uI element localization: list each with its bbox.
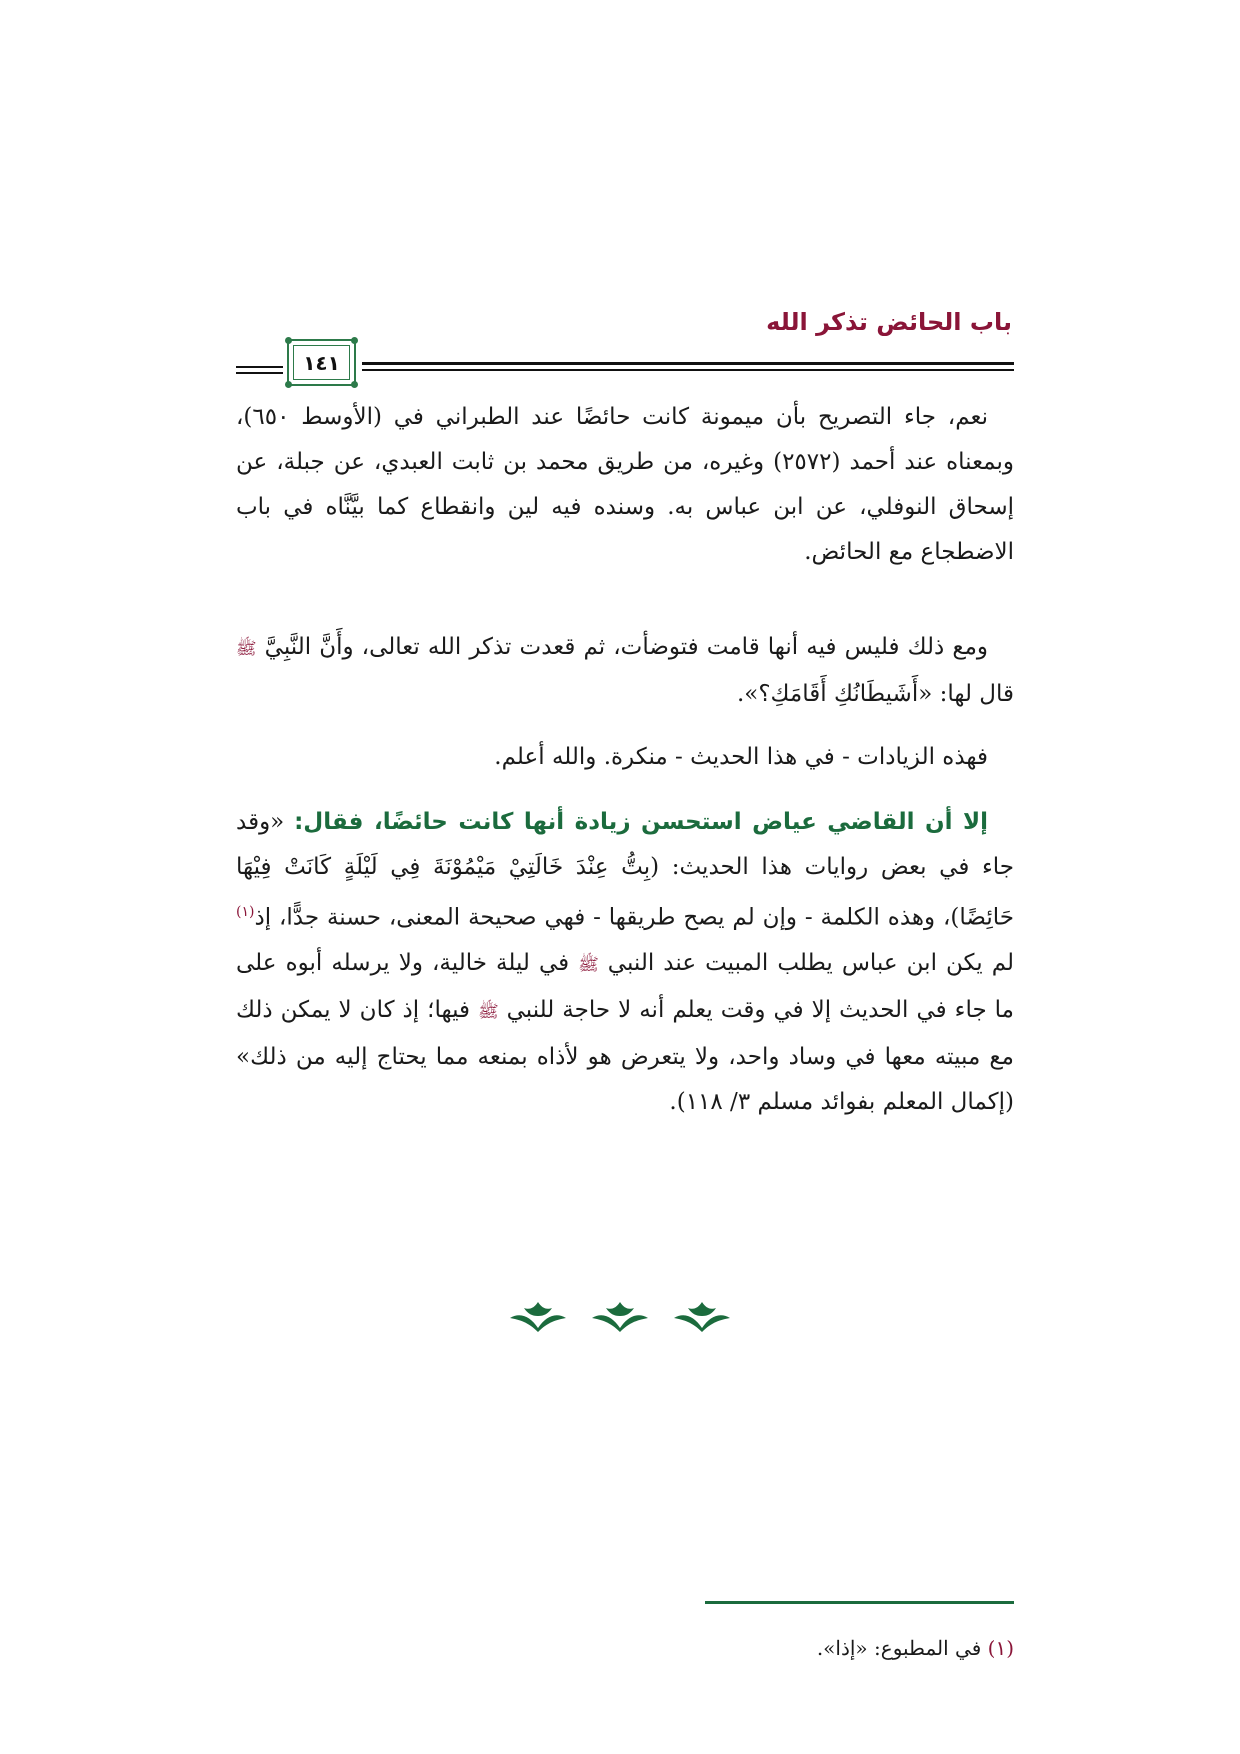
page-number-frame	[287, 339, 356, 386]
paragraph-1: نعم، جاء التصريح بأن ميمونة كانت حائضًا عند الطبراني في (الأوسط ٦٥٠)، وبمعناه عند أحمد (٢٥٧٢) وغيره، من طريق محمد بن ثابت العبدي، عن جبلة، عن إسحاق النوفلي، عن ابن عباس به. وسنده فيه لين وانقطاع كما بيَّنَّاه في باب الاضطجاع مع الحائض.	[236, 404, 1014, 565]
footnote-number: (١)	[987, 1636, 1014, 1660]
footnote-separator	[705, 1601, 1014, 1604]
floral-divider	[508, 1296, 732, 1336]
footnote	[414, 1636, 1014, 1660]
floral-divider-icon	[672, 1298, 732, 1334]
footnote-text: في المطبوع: «إذا».	[816, 1636, 982, 1660]
footnote-ref[interactable]: (١)	[236, 904, 255, 920]
header-rule-left	[236, 366, 283, 374]
running-header-title: باب الحائض تذكر الله	[766, 308, 1012, 336]
paragraph-4: إلا أن القاضي عياض استحسن زيادة أنها كانت حائضًا، فقال: «وقد جاء في بعض روايات هذا الحديث: (بِتُّ عِنْدَ خَالَتِيْ مَيْمُوْنَةَ فِي لَيْلَةٍ كَانَتْ فِيْهَا حَائِضًا)، وهذه الكلمة - وإن لم يصح طريقها - فهي صحيحة المعنى، حسنة جدًّا، إذ$^{(١)}$ لم يكن ابن عباس يطلب المبيت عند النبي ﷺ في ليلة خالية، ولا يرسله أبوه على ما جاء في الحديث إلا في وقت يعلم أنه لا حاجة للنبي ﷺ فيها؛ إذ كان لا يمكن ذلك مع مبيته معها في وساد واحد، ولا يتعرض هو لأذاه بمنعه مما يحتاج إليه من ذلك» (إكمال المعلم بفوائد مسلم ٣/ ١١٨).	[236, 809, 1015, 1115]
page-number: ١٤١	[303, 350, 340, 375]
header-rule-right	[362, 362, 1014, 371]
floral-divider-icon	[508, 1298, 568, 1334]
salawat-symbol: ﷺ	[236, 639, 257, 659]
paragraph-3: فهذه الزيادات - في هذا الحديث - منكرة. والله أعلم.	[494, 744, 988, 770]
floral-divider-icon	[590, 1298, 650, 1334]
salawat-symbol: ﷺ	[478, 1001, 499, 1022]
salawat-symbol: ﷺ	[578, 954, 599, 975]
highlighted-heading: إلا أن القاضي عياض استحسن زيادة أنها كانت حائضًا، فقال:	[294, 809, 989, 835]
paragraph-2: ومع ذلك فليس فيه أنها قامت فتوضأت، ثم قعدت تذكر الله تعالى، وأَنَّ النَّبِيَّ ﷺ قال لها: «أَشَيطَانُكِ أَقَامَكِ؟».	[236, 634, 1014, 707]
